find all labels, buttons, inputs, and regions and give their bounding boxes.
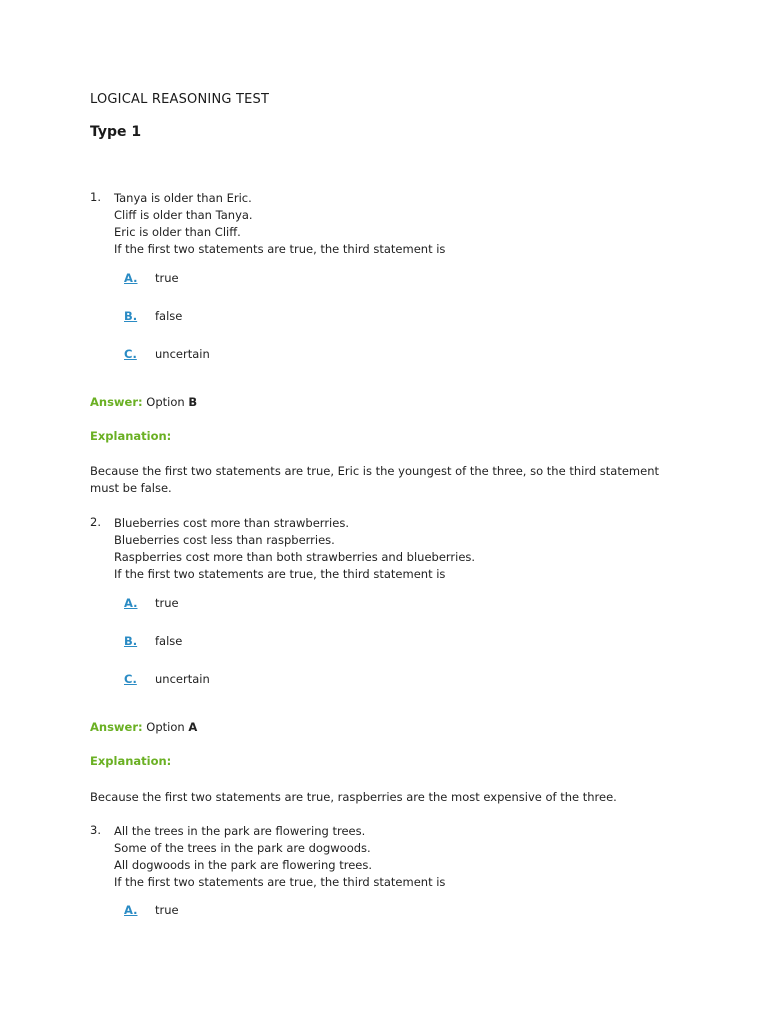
explanation-text: Because the first two statements are true, raspberries are the most expensive of the three.	[90, 790, 617, 804]
question-prompt: If the first two statements are true, the third statement is	[114, 875, 446, 889]
statement-line: Cliff is older than Tanya.	[114, 208, 253, 222]
option-text: uncertain	[155, 347, 210, 361]
option-text: true	[155, 903, 179, 917]
statement-line: Eric is older than Cliff.	[114, 225, 241, 239]
answer-choice: B	[188, 395, 198, 409]
option-text: false	[155, 309, 183, 323]
option-a-link[interactable]: A.	[124, 596, 138, 610]
explanation-text: Because the first two statements are true, Eric is the youngest of the three, so the third statement must be false.	[90, 464, 660, 495]
question-number: 1.	[90, 190, 101, 204]
statement-line: All the trees in the park are flowering trees.	[114, 824, 366, 838]
answer-label: Answer:	[90, 395, 143, 409]
option-text: true	[155, 271, 179, 285]
answer-prefix: Option	[146, 395, 185, 409]
statement-line: All dogwoods in the park are flowering trees.	[114, 858, 372, 872]
option-b-link[interactable]: B.	[124, 309, 138, 323]
question-statements	[114, 190, 445, 258]
question-statements	[114, 515, 475, 583]
answer-line	[90, 395, 197, 409]
answer-prefix: Option	[146, 720, 185, 734]
question-prompt: If the first two statements are true, the third statement is	[114, 567, 446, 581]
question-statements	[114, 823, 445, 891]
option-b-link[interactable]: B.	[124, 634, 138, 648]
option-c-link[interactable]: C.	[124, 347, 137, 361]
statement-line: Some of the trees in the park are dogwoods.	[114, 841, 371, 855]
statement-line: Blueberries cost less than raspberries.	[114, 533, 335, 547]
answer-choice: A	[188, 720, 198, 734]
statement-line: Tanya is older than Eric.	[114, 191, 252, 205]
statement-line: Raspberries cost more than both strawberries and blueberries.	[114, 550, 476, 564]
question-number: 2.	[90, 515, 101, 529]
explanation-label: Explanation:	[90, 754, 172, 768]
question-prompt: If the first two statements are true, the third statement is	[114, 242, 446, 256]
explanation-label: Explanation:	[90, 429, 172, 443]
option-a-link[interactable]: A.	[124, 271, 138, 285]
answer-label: Answer:	[90, 720, 143, 734]
statement-line: Blueberries cost more than strawberries.	[114, 516, 349, 530]
answer-line	[90, 720, 197, 734]
document-subtitle: Type 1	[90, 124, 142, 140]
option-text: uncertain	[155, 672, 210, 686]
option-text: false	[155, 634, 183, 648]
option-c-link[interactable]: C.	[124, 672, 137, 686]
option-text: true	[155, 596, 179, 610]
document-title: LOGICAL REASONING TEST	[90, 92, 270, 107]
question-number: 3.	[90, 823, 101, 837]
option-a-link[interactable]: A.	[124, 903, 138, 917]
